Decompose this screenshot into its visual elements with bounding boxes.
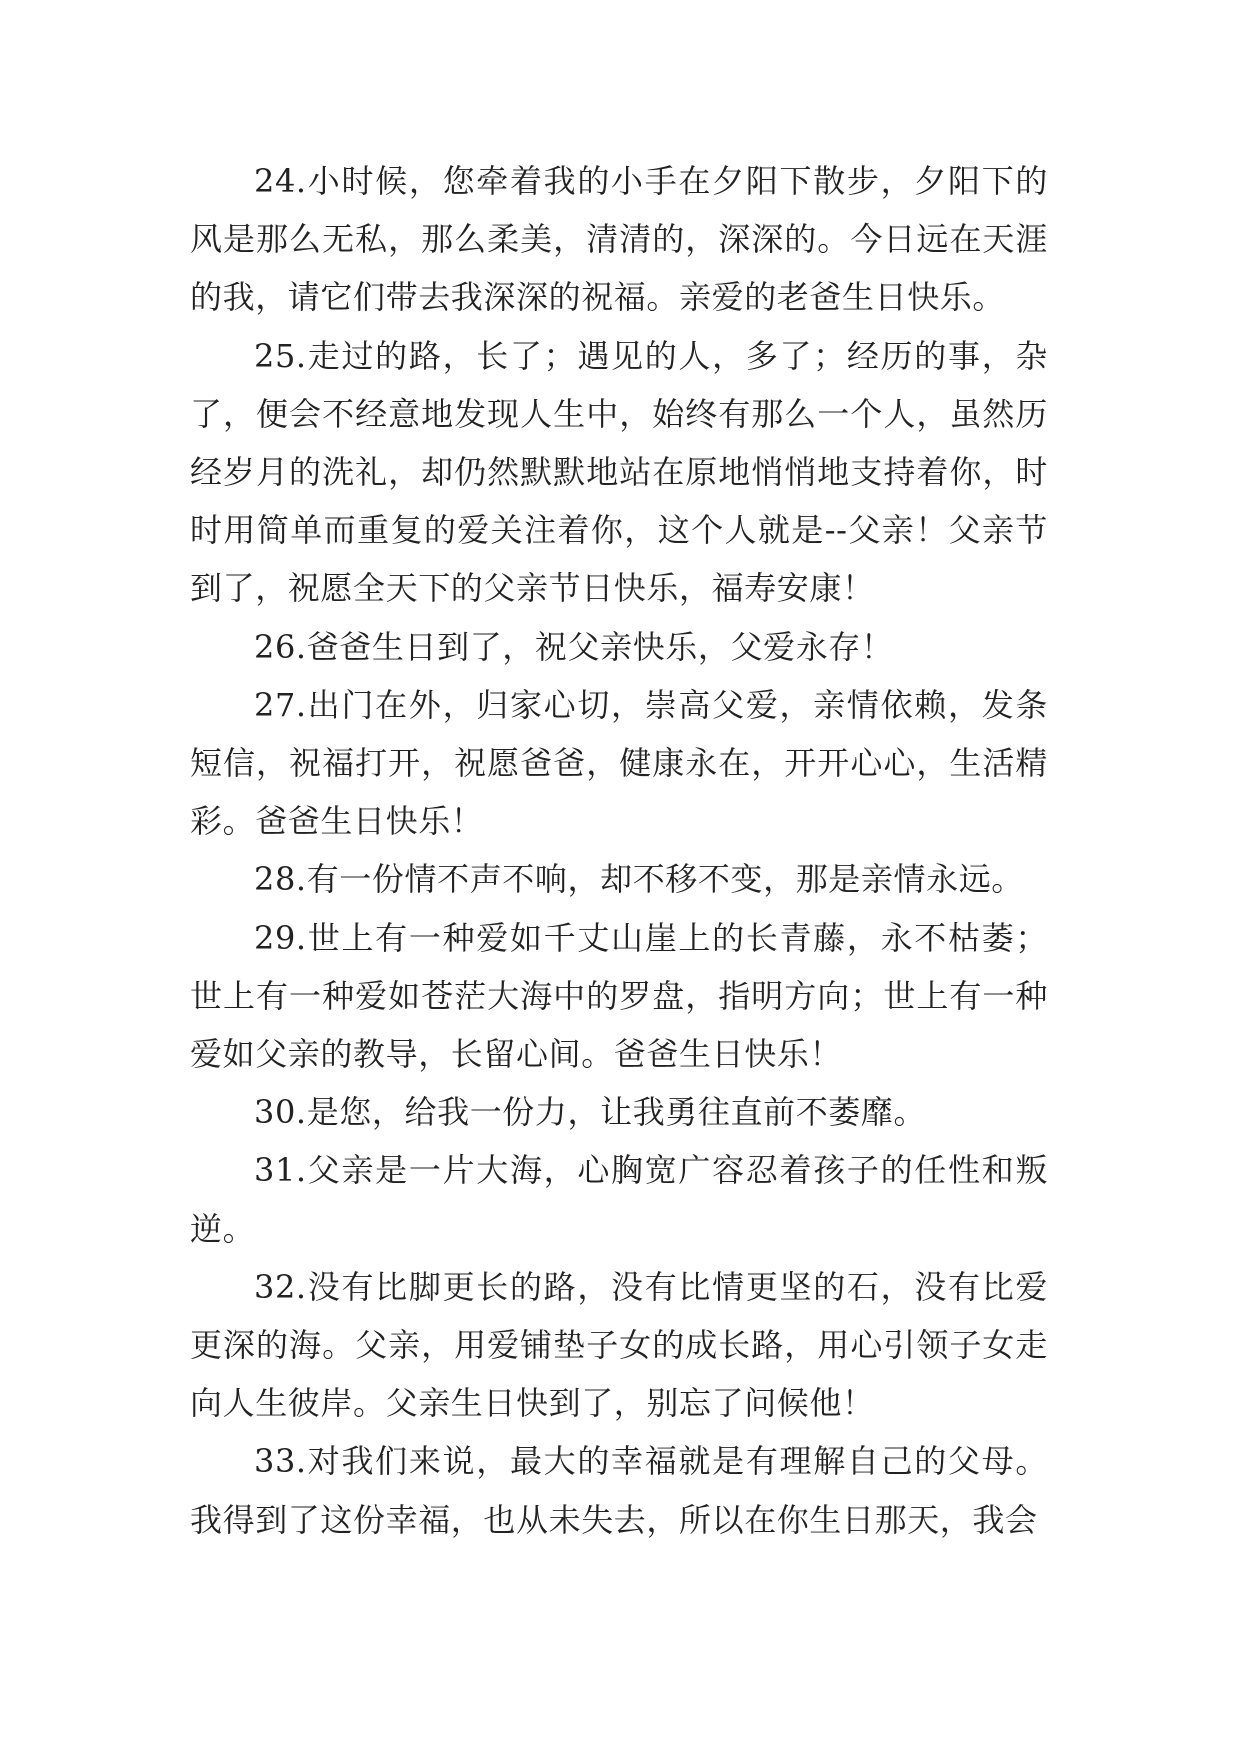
paragraph-25: 25.走过的路，长了；遇见的人，多了；经历的事，杂了，便会不经意地发现人生中，始终有那么一个人，虽然历经岁月的洗礼，却仍然默默地站在原地悄悄地支持着你，时时用简单而重复的爱关注着你，这个人就是--父亲！父亲节到了，祝愿全天下的父亲节日快乐，福寿安康！: [190, 336, 1048, 608]
document-body: [190, 152, 1048, 1549]
paragraph-33: 33.对我们来说，最大的幸福就是有理解自己的父母。我得到了这份幸福，也从未失去，所以在你生日那天，我会: [190, 1442, 1048, 1539]
paragraph-30: 30.是您，给我一份力，让我勇往直前不萎靡。: [254, 1093, 927, 1132]
paragraph-26: 26.爸爸生日到了，祝父亲快乐，父爱永存！: [254, 627, 894, 666]
paragraph-28: 28.有一份情不声不响，却不移不变，那是亲情永远。: [254, 860, 1024, 899]
paragraph-31: 31.父亲是一片大海，心胸宽广容忍着孩子的任性和叛逆。: [190, 1151, 1048, 1248]
paragraph-27: 27.出门在外，归家心切，崇高父爱，亲情依赖，发条短信，祝福打开，祝愿爸爸，健康永在，开开心心，生活精彩。爸爸生日快乐！: [190, 685, 1048, 841]
paragraph-32: 32.没有比脚更长的路，没有比情更坚的石，没有比爱更深的海。父亲，用爱铺垫子女的成长路，用心引领子女走向人生彼岸。父亲生日快到了，别忘了问候他！: [190, 1267, 1048, 1423]
paragraph-29: 29.世上有一种爱如千丈山崖上的长青藤，永不枯萎；世上有一种爱如苍茫大海中的罗盘，指明方向；世上有一种爱如父亲的教导，长留心间。爸爸生日快乐！: [190, 918, 1048, 1074]
paragraph-24: 24.小时候，您牵着我的小手在夕阳下散步，夕阳下的风是那么无私，那么柔美，清清的，深深的。今日远在天涯的我，请它们带去我深深的祝福。亲爱的老爸生日快乐。: [190, 162, 1048, 317]
